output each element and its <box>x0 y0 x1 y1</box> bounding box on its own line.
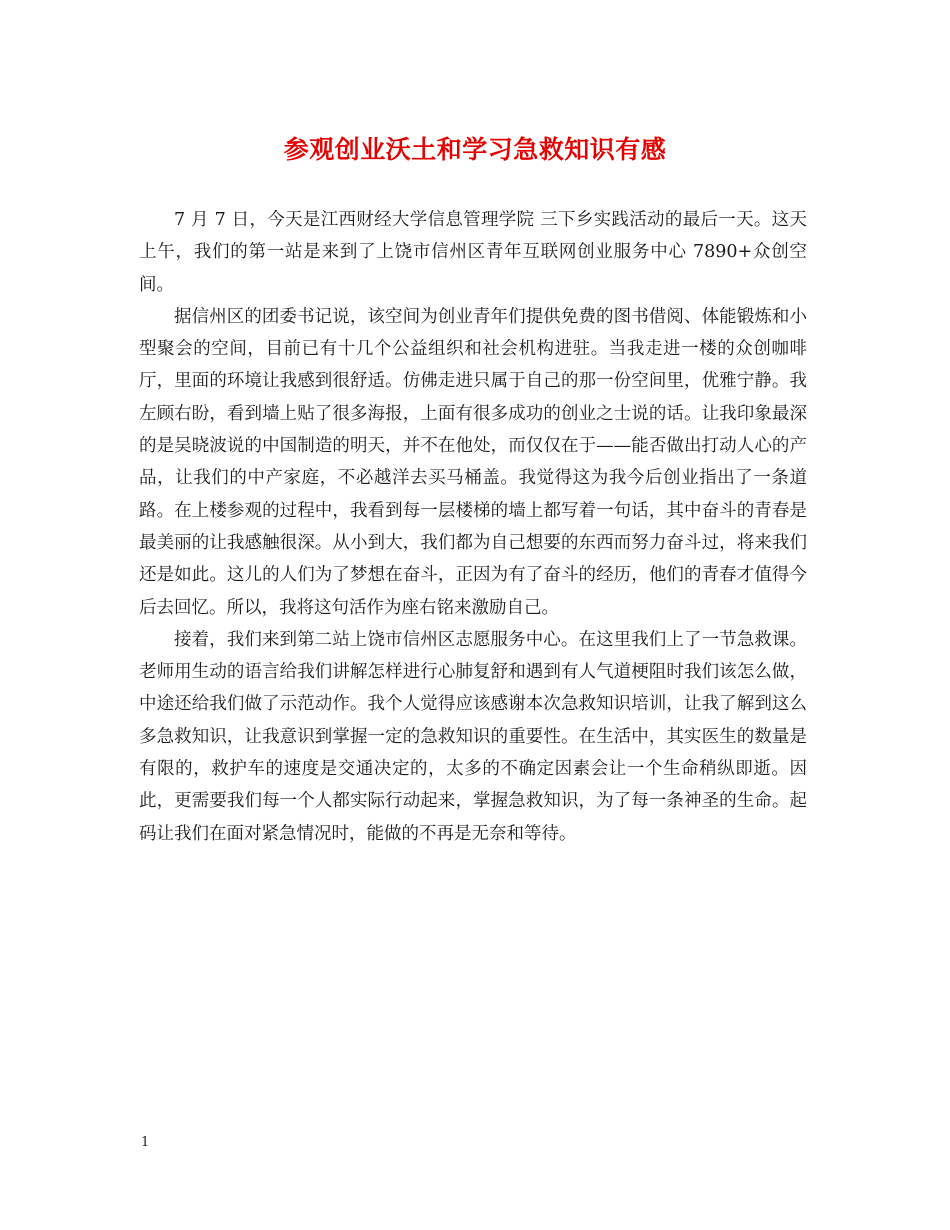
document-body <box>139 204 807 850</box>
paragraph-2: 据信州区的团委书记说，该空间为创业青年们提供免费的图书借阅、体能锻炼和小型聚会的空间，目前已有十几个公益组织和社会机构进驻。当我走进一楼的众创咖啡厅，里面的环境让我感到很舒适。仿佛走进只属于自己的那一份空间里，优雅宁静。我左顾右盼，看到墙上贴了很多海报，上面有很多成功的创业之士说的话。让我印象最深的是吴晓波说的中国制造的明天，并不在他处，而仅仅在于——能否做出打动人心的产品，让我们的中产家庭，不必越洋去买马桶盖。我觉得这为我今后创业指出了一条道路。在上楼参观的过程中，我看到每一层楼梯的墙上都写着一句话，其中奋斗的青春是最美丽的让我感触很深。从小到大，我们都为自己想要的东西而努力奋斗过，将来我们还是如此。这儿的人们为了梦想在奋斗，正因为有了奋斗的经历，他们的青春才值得今后去回忆。所以，我将这句活作为座右铭来激励自己。 <box>139 306 807 618</box>
paragraph-3: 接着，我们来到第二站上饶市信州区志愿服务中心。在这里我们上了一节急救课。老师用生动的语言给我们讲解怎样进行心肺复舒和遇到有人气道梗阻时我们该怎么做，中途还给我们做了示范动作。我个人觉得应该感谢本次急救知识培训，让我了解到这么多急救知识，让我意识到掌握一定的急救知识的重要性。在生活中，其实医生的数量是有限的，救护车的速度是交通决定的，太多的不确定因素会让一个生命稍纵即逝。因此，更需要我们每一个人都实际行动起来，掌握急救知识，为了每一条神圣的生命。起码让我们在面对紧急情况时，能做的不再是无奈和等待。 <box>139 629 807 844</box>
document-title: 参观创业沃土和学习急救知识有感 <box>283 135 667 164</box>
page-number: 1 <box>141 1135 150 1150</box>
paragraph-1: 7 月 7 日，今天是江西财经大学信息管理学院 三下乡实践活动的最后一天。这天上午，我们的第一站是来到了上饶市信州区青年互联网创业服务中心 7890+众创空间。 <box>139 210 807 295</box>
